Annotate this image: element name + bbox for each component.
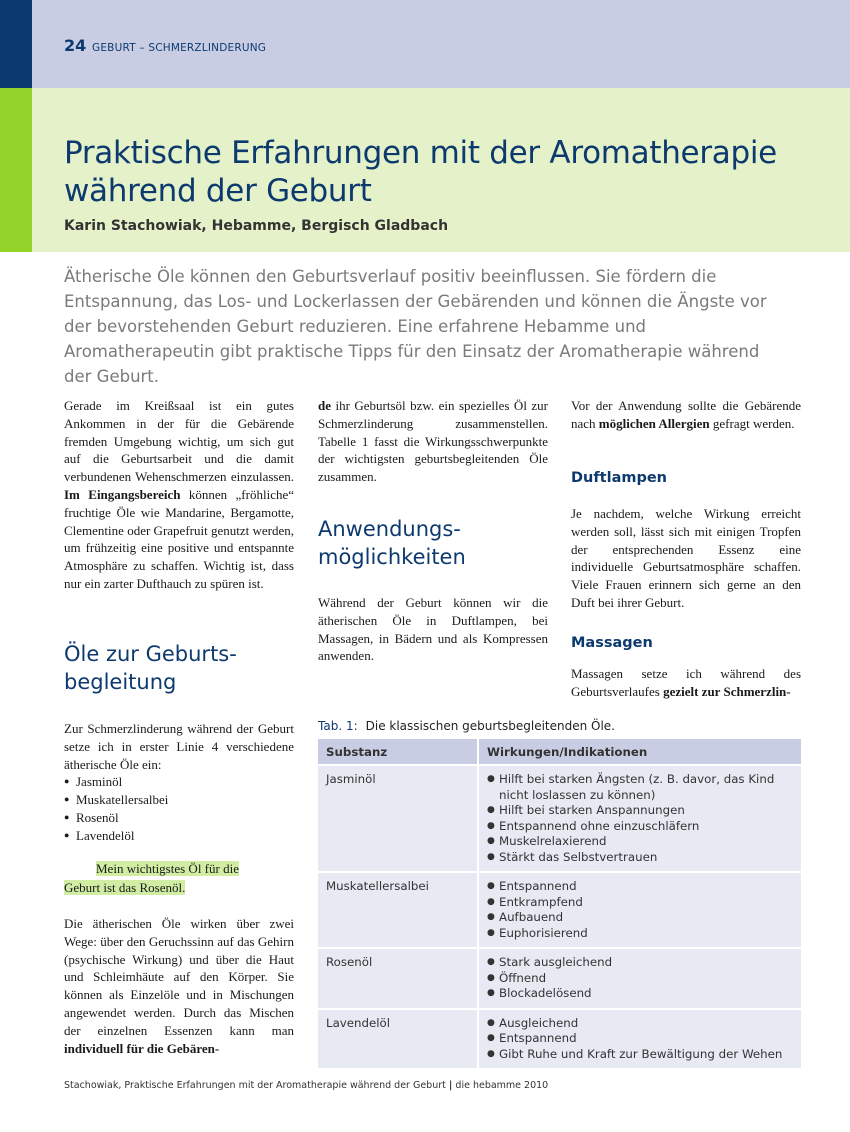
col3-p1-bold: möglichen Allergien <box>598 415 710 431</box>
table-row <box>318 872 801 948</box>
page-number: 24 <box>64 36 87 55</box>
col3-p1-text: Vor der Anwendung sollte die Gebärende nach <box>571 398 801 431</box>
col1-p3-bold: individuell für die Gebären- <box>64 1040 220 1056</box>
col1-p3-text: Die ätherischen Öle wirken über zwei Wege: über den Geruchssinn auf das Gehirn (psychische Wirkung) und über die Haut und Schleimhäute auf den Körper. Sie können als Einzelöle und in Mischungen angewendet werden. Durch das Mischen der einzelnen Essenzen kann man <box>64 916 294 1038</box>
list-item: ● Entkrampfend <box>487 895 793 911</box>
table-header-row <box>318 739 801 765</box>
list-item: ● Lavendelöl <box>64 827 294 845</box>
title-line-2: während der Geburt <box>64 173 372 209</box>
col3-paragraph-3 <box>571 665 801 701</box>
col3-paragraph-1 <box>571 397 801 433</box>
col3-p3-text: Massagen setze ich während des Geburtsverlaufes <box>571 666 801 699</box>
heading-oele-zur-geburtsbegleitung <box>64 640 294 696</box>
col3-p3-bold: gezielt zur Schmerzlin- <box>663 683 791 699</box>
title-line-1: Praktische Erfahrungen mit der Aromatherapie <box>64 135 777 171</box>
list-item: ● Öffnend <box>487 971 793 987</box>
list-item: ● Gibt Ruhe und Kraft zur Bewältigung der Wehen <box>487 1047 793 1063</box>
heading-line-2: begleitung <box>64 670 177 694</box>
col2-paragraph-1 <box>318 397 548 486</box>
col1-paragraph-3 <box>64 915 294 1057</box>
list-item: ● Euphorisierend <box>487 926 793 942</box>
list-item: ● Stark ausgleichend <box>487 955 793 971</box>
list-item: ● Hilft bei starken Anspannungen <box>487 803 793 819</box>
title-accent-bar <box>0 88 32 252</box>
table-cell-substance: Rosenöl <box>318 948 478 1009</box>
heading-anwendungsmoeglichkeiten <box>318 515 548 571</box>
pull-quote <box>64 860 274 897</box>
heading-duftlampen: Duftlampen <box>571 470 667 486</box>
section-label: GEBURT – SCHMERZLINDERUNG <box>92 42 267 54</box>
col1-p1-text-2: können „fröhliche“ fruchtige Öle wie Mandarine, Bergamotte, Clementine oder Grapefruit genutzt werden, um frühzeitig eine positive und entspannte Atmosphäre zu schaffen. Wichtig ist, dass nur ein zarter Dufthauch zu spüren ist. <box>64 486 295 591</box>
footer-journal: die hebamme 2010 <box>455 1080 549 1091</box>
col1-paragraph-1 <box>64 397 294 593</box>
oil-list <box>64 773 294 844</box>
heading-massagen: Massagen <box>571 635 653 651</box>
heading-line-1: Anwendungs- <box>318 517 461 541</box>
table-cell-substance: Muskatellersalbei <box>318 872 478 948</box>
col1-p1-text: Gerade im Kreißsaal ist ein gutes Ankommen in der für die Gebärende fremden Umgebung wichtig, um sich gut auf die Geburtsarbeit und die damit verbundenen Wehenschmerzen einzulassen. <box>64 398 294 485</box>
footer-separator: | <box>448 1080 453 1091</box>
article-title <box>64 134 804 210</box>
col1-p1-bold: Im Eingangsbereich <box>64 486 181 502</box>
list-item: ● Entspannend <box>487 879 793 895</box>
table-row <box>318 765 801 872</box>
table-cell-substance: Jasminöl <box>318 765 478 872</box>
footer-citation: Stachowiak, Praktische Erfahrungen mit der Aromatherapie während der Geburt <box>64 1080 446 1091</box>
list-item: ● Hilft bei starken Ängsten (z. B. davor, das Kind nicht loslassen zu können) <box>487 772 793 803</box>
col3-p1-text-2: gefragt werden. <box>709 415 795 431</box>
lead-paragraph: Ätherische Öle können den Geburtsverlauf positiv beeinflussen. Sie fördern die Entspannung, das Los- und Lockerlassen der Gebärenden und können die Ängste vor der bevorstehenden Geburt reduzieren. Eine erfahrene Hebamme und Aromatherapeutin gibt praktische Tipps für den Einsatz der Aromatherapie während der Geburt. <box>64 267 767 386</box>
header-accent-bar <box>0 0 32 88</box>
page-footer <box>64 1080 548 1091</box>
table-caption-label: Tab. 1: <box>318 719 358 733</box>
col3-p2-text: Je nachdem, welche Wirkung erreicht werden soll, lässt sich mit einigen Tropfen der entsprechenden Essenz eine individuelle Geburtsatmosphäre schaffen. Viele Frauen erinnern sich gerne an den Duft bei ihrer Geburt. <box>571 506 801 610</box>
table-caption <box>318 719 615 733</box>
list-item: ● Stärkt das Selbstvertrauen <box>487 850 793 866</box>
list-item: ● Entspannend <box>487 1031 793 1047</box>
table-caption-text: Die klassischen geburtsbegleitenden Öle. <box>365 719 615 733</box>
oils-table <box>318 739 801 1070</box>
col2-paragraph-2 <box>318 594 548 665</box>
list-item: ● Muskelrelaxierend <box>487 834 793 850</box>
table-row <box>318 948 801 1009</box>
list-item: ● Aufbauend <box>487 910 793 926</box>
col2-p1-text: ihr Geburtsöl bzw. ein spezielles Öl zur Schmerzlinderung zusammenstellen. Tabelle 1 fasst die Wirkungsschwerpunkte der wichtigsten geburtsbegleitenden Öle zusammen. <box>318 398 548 485</box>
col2-p1-bold: de <box>318 398 331 413</box>
table-header-cell: Substanz <box>318 739 478 765</box>
list-item: ● Entspannend ohne einzuschläfern <box>487 819 793 835</box>
heading-line-1: Öle zur Geburts- <box>64 642 237 666</box>
list-item: ● Muskatellersalbei <box>64 791 294 809</box>
col1-p2-text: Zur Schmerzlinderung während der Geburt setze ich in erster Linie 4 verschiedene ätherische Öle ein: <box>64 721 294 772</box>
table-row <box>318 1009 801 1070</box>
table-cell-effects <box>478 765 801 872</box>
table-header-cell: Wirkungen/Indikationen <box>478 739 801 765</box>
author-line: Karin Stachowiak, Hebamme, Bergisch Gladbach <box>64 218 449 234</box>
list-item: ● Ausgleichend <box>487 1016 793 1032</box>
table-cell-substance: Lavendelöl <box>318 1009 478 1070</box>
pull-quote-text: Mein wichtigstes Öl für die Geburt ist das Rosenöl. <box>64 861 239 895</box>
table-cell-effects <box>478 948 801 1009</box>
heading-line-2: möglichkeiten <box>318 545 466 569</box>
list-item: ● Blockadelösend <box>487 986 793 1002</box>
col2-p2-text: Während der Geburt können wir die ätherischen Öle in Duftlampen, bei Massagen, in Bädern und als Kompressen anwenden. <box>318 595 548 664</box>
col1-paragraph-2 <box>64 720 294 845</box>
list-item: ● Rosenöl <box>64 809 294 827</box>
table-cell-effects <box>478 872 801 948</box>
list-item: ● Jasminöl <box>64 773 294 791</box>
table-cell-effects <box>478 1009 801 1070</box>
col3-paragraph-2 <box>571 505 801 612</box>
